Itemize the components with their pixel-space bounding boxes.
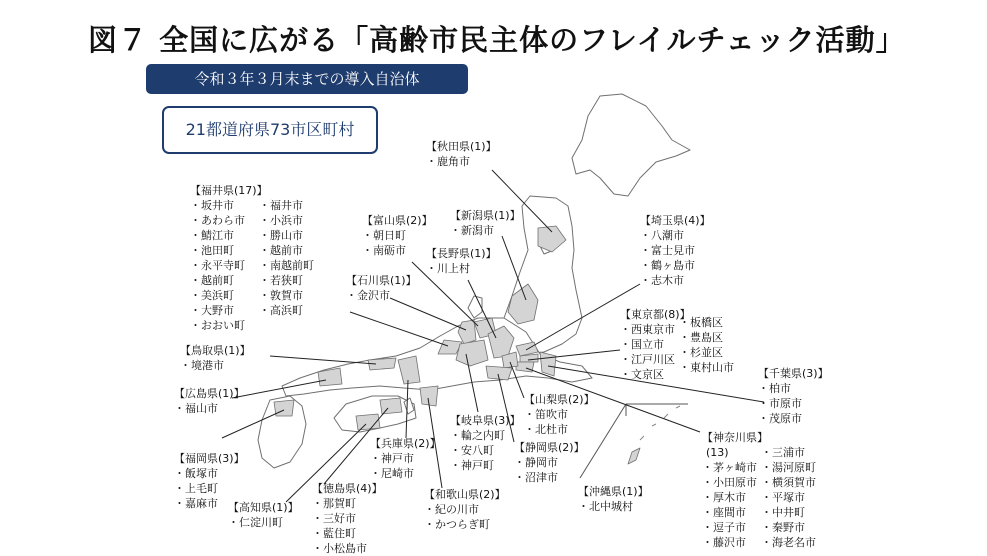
yamanashi-header: 【 山梨県(2) 】 xyxy=(524,392,595,407)
nagano-label xyxy=(426,246,497,276)
ishikawa-label xyxy=(346,273,417,303)
kanagawa-city: ・ 中井町 xyxy=(761,505,816,520)
gifu-label xyxy=(450,413,521,473)
fukui-city: ・ 高浜町 xyxy=(259,303,314,318)
gifu-city: ・ 神戸町 xyxy=(450,458,521,473)
summary-count-box: 21都道府県73市区町村 xyxy=(162,106,378,154)
saitama-city: ・ 志木市 xyxy=(640,273,711,288)
hyogo-city: ・ 神戸市 xyxy=(370,451,441,466)
tokushima-city: ・ 三好市 xyxy=(312,511,383,526)
ishikawa-city: ・ 金沢市 xyxy=(346,288,417,303)
hyogo-city: ・ 尼崎市 xyxy=(370,466,441,481)
shizuoka-city: ・ 沼津市 xyxy=(514,470,585,485)
niigata-label xyxy=(450,208,521,238)
saitama-header: 【 埼玉県(4) 】 xyxy=(640,213,711,228)
chiba-header: 【 千葉県(3) 】 xyxy=(758,366,829,381)
figure-title: 図７ 全国に広がる「高齢市民主体のフレイルチェック活動」 xyxy=(88,23,906,57)
saitama-city: ・ 八潮市 xyxy=(640,228,711,243)
gifu-city: ・ 輪之内町 xyxy=(450,428,521,443)
fukui-header: 【 福井県(17) 】 xyxy=(190,183,314,198)
fukuoka-city: ・ 上毛町 xyxy=(174,481,245,496)
kanagawa-city: ・ 湯河原町 xyxy=(761,460,816,475)
fukui-city: ・ 小浜市 xyxy=(259,213,314,228)
fukui-city: ・ 若狭町 xyxy=(259,273,314,288)
toyama-label xyxy=(362,213,433,258)
subtitle-banner: 令和３年３月末までの導入自治体 xyxy=(146,64,468,94)
fukuoka-header: 【 福岡県(3) 】 xyxy=(174,451,245,466)
tokyo-city: ・ 東村山市 xyxy=(679,360,734,375)
noto-peninsula xyxy=(468,296,482,318)
chiba-city: ・ 市原市 xyxy=(758,396,829,411)
tokushima-label xyxy=(312,481,383,556)
akita-city: ・ 鹿角市 xyxy=(426,154,497,169)
toyama-city: ・ 南砺市 xyxy=(362,243,433,258)
hyogo-label xyxy=(370,436,441,481)
okinawa-inset xyxy=(580,404,688,478)
ishikawa-header: 【 石川県(1) 】 xyxy=(346,273,417,288)
wakayama-city: ・ 紀の川市 xyxy=(424,502,506,517)
fukui-city: ・ 勝山市 xyxy=(259,228,314,243)
saitama-city: ・ 富士見市 xyxy=(640,243,711,258)
fukui-city: ・ 越前市 xyxy=(259,243,314,258)
saitama-label xyxy=(640,213,711,288)
kochi-label xyxy=(228,500,299,530)
nagano-city: ・ 川上村 xyxy=(426,261,497,276)
kanagawa-city: ・ 小田原市 xyxy=(702,475,757,490)
tokushima-highlight xyxy=(380,398,402,414)
tokushima-city: ・ 小松島市 xyxy=(312,541,383,556)
tokyo-city: ・ 文京区 xyxy=(620,367,675,382)
shizuoka-header: 【 静岡県(2) 】 xyxy=(514,440,585,455)
fukui-city: ・ 南越前町 xyxy=(259,258,314,273)
yamanashi-city: ・ 笛吹市 xyxy=(524,407,595,422)
fukui-leader xyxy=(350,312,448,346)
tokyo-city: ・ 西東京市 xyxy=(620,322,675,337)
chiba-city: ・ 柏市 xyxy=(758,381,829,396)
fukui-city: ・ おおい町 xyxy=(190,318,245,333)
tottori-leader xyxy=(270,356,376,364)
hokkaido-landmass xyxy=(572,94,690,196)
shizuoka-city: ・ 静岡市 xyxy=(514,455,585,470)
fukui-city: ・ 福井市 xyxy=(259,198,314,213)
tottori-city: ・ 境港市 xyxy=(180,358,251,373)
yamanashi-label xyxy=(524,392,595,437)
kochi-city: ・ 仁淀川町 xyxy=(228,515,299,530)
shizuoka-label xyxy=(514,440,585,485)
fukui-city: ・ 池田町 xyxy=(190,243,245,258)
kanagawa-city: ・ 平塚市 xyxy=(761,490,816,505)
toyama-city: ・ 朝日町 xyxy=(362,228,433,243)
akita-header: 【 秋田県(1) 】 xyxy=(426,139,497,154)
nagano-header: 【 長野県(1) 】 xyxy=(426,246,497,261)
tokyo-header: 【 東京都(8) 】 xyxy=(620,307,734,322)
hiroshima-label xyxy=(174,386,245,416)
kochi-header: 【 高知県(1) 】 xyxy=(228,500,299,515)
saitama-city: ・ 鶴ヶ島市 xyxy=(640,258,711,273)
akita-label xyxy=(426,139,497,169)
fukuoka-city: ・ 飯塚市 xyxy=(174,466,245,481)
kanagawa-city: ・ 茅ヶ崎市 xyxy=(702,460,757,475)
tokyo-label xyxy=(620,307,734,382)
kanagawa-city: ・ 三浦市 xyxy=(761,445,816,460)
chiba-label xyxy=(758,366,829,426)
kanagawa-city: ・ 横須賀市 xyxy=(761,475,816,490)
tokyo-city: ・ 板橋区 xyxy=(679,315,734,330)
fukui-city: ・ 坂井市 xyxy=(190,198,245,213)
kanagawa-city: ・ 座間市 xyxy=(702,505,757,520)
fukui-city: ・ あわら市 xyxy=(190,213,245,228)
tokyo-city: ・ 豊島区 xyxy=(679,330,734,345)
fukui-city: ・ 越前町 xyxy=(190,273,245,288)
hyogo-header: 【 兵庫県(2) 】 xyxy=(370,436,441,451)
okinawa-city: ・ 北中城村 xyxy=(578,499,649,514)
tokyo-city: ・ 国立市 xyxy=(620,337,675,352)
tokushima-header: 【 徳島県(4) 】 xyxy=(312,481,383,496)
gifu-header: 【 岐阜県(3) 】 xyxy=(450,413,521,428)
niigata-city: ・ 新潟市 xyxy=(450,223,521,238)
okinawa-highlight xyxy=(628,448,640,464)
kanagawa-highlight xyxy=(516,362,534,372)
toyama-header: 【 富山県(2) 】 xyxy=(362,213,433,228)
fukui-city: ・ 大野市 xyxy=(190,303,245,318)
chiba-city: ・ 茂原市 xyxy=(758,411,829,426)
okinawa-header: 【 沖縄県(1) 】 xyxy=(578,484,649,499)
tokyo-city: ・ 杉並区 xyxy=(679,345,734,360)
fukuoka-city: ・ 嘉麻市 xyxy=(174,496,245,511)
hiroshima-header: 【 広島県(1) 】 xyxy=(174,386,245,401)
kanagawa-city: ・ 秦野市 xyxy=(761,520,816,535)
tottori-header: 【 鳥取県(1) 】 xyxy=(180,343,251,358)
wakayama-header: 【 和歌山県(2) 】 xyxy=(424,487,506,502)
niigata-header: 【 新潟県(1) 】 xyxy=(450,208,521,223)
hiroshima-city: ・ 福山市 xyxy=(174,401,245,416)
kanagawa-city: ・ 厚木市 xyxy=(702,490,757,505)
tokyo-city: ・ 江戸川区 xyxy=(620,352,675,367)
fukui-city: ・ 鯖江市 xyxy=(190,228,245,243)
fukui-city: ・ 敦賀市 xyxy=(259,288,314,303)
fukui-city: ・ 永平寺町 xyxy=(190,258,245,273)
okinawa-label xyxy=(578,484,649,514)
fukui-city: ・ 美浜町 xyxy=(190,288,245,303)
kanagawa-city: ・ 逗子市 xyxy=(702,520,757,535)
kanagawa-city: ・ 藤沢市 xyxy=(702,535,757,550)
gifu-city: ・ 安八町 xyxy=(450,443,521,458)
wakayama-city: ・ かつらぎ町 xyxy=(424,517,506,532)
chiba-highlight xyxy=(540,352,556,376)
kanagawa-count: (13) xyxy=(706,446,729,459)
tokushima-city: ・ 藍住町 xyxy=(312,526,383,541)
fukui-label xyxy=(190,183,314,333)
tottori-label xyxy=(180,343,251,373)
wakayama-label xyxy=(424,487,506,532)
yamanashi-city: ・ 北杜市 xyxy=(524,422,595,437)
kanagawa-label xyxy=(702,430,816,550)
tokushima-city: ・ 那賀町 xyxy=(312,496,383,511)
kanagawa-header: 【 神奈川県 】 xyxy=(702,430,816,445)
kanagawa-city: ・ 海老名市 xyxy=(761,535,816,550)
